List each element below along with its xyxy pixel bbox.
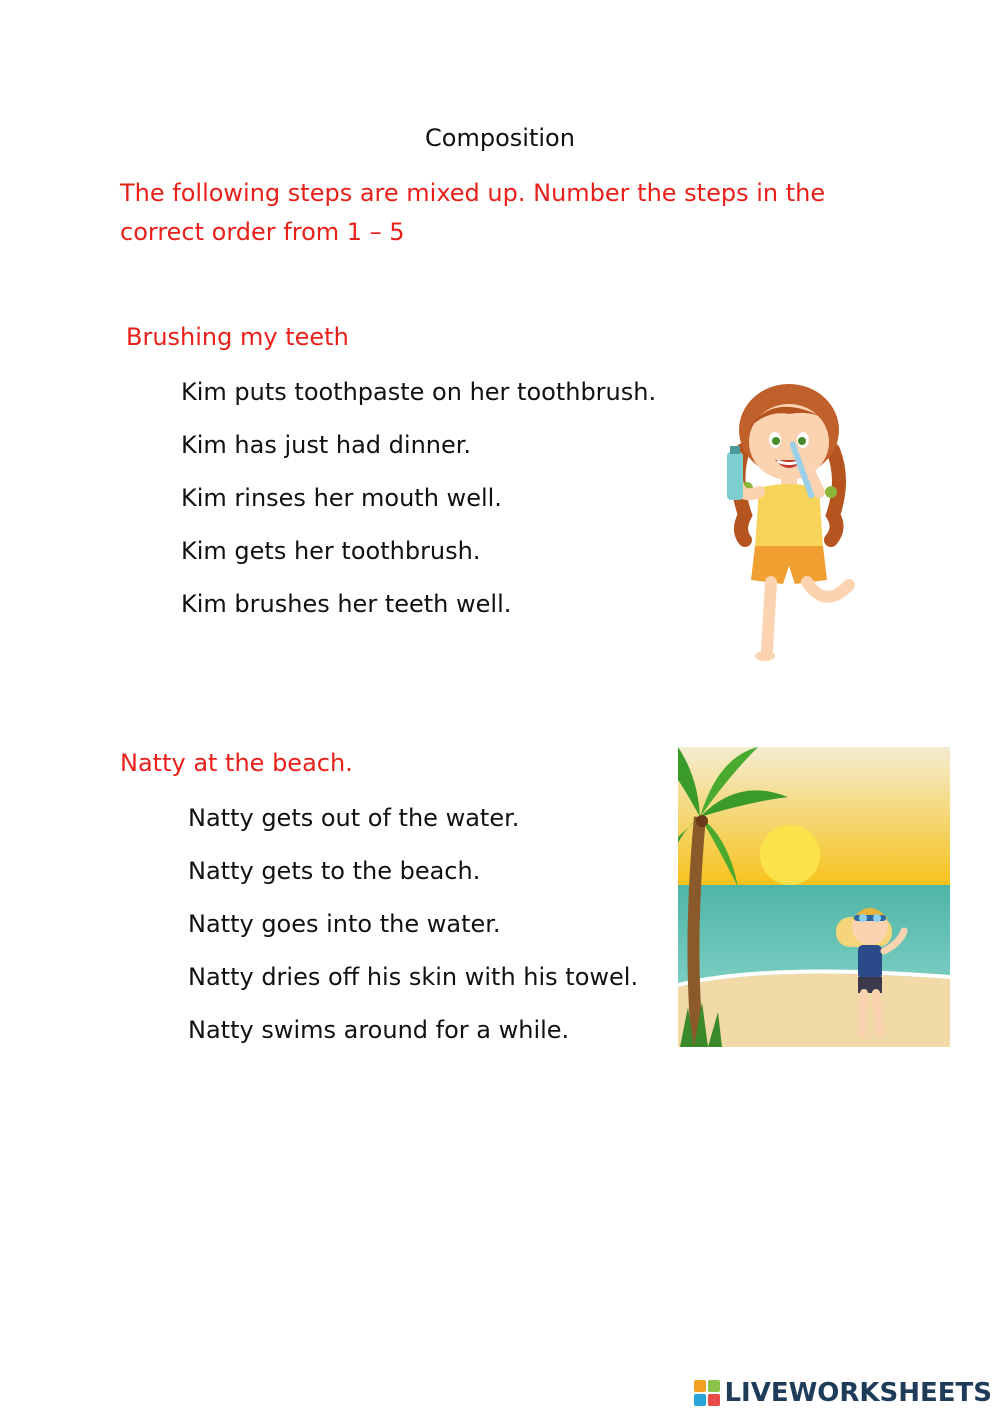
liveworksheets-brand: [694, 1376, 992, 1410]
step-item: Natty goes into the water.: [188, 910, 501, 938]
steps-list-beach: [188, 792, 638, 1057]
step-item: Kim gets her toothbrush.: [181, 537, 481, 565]
beach-boy-surfboard-illustration: [678, 747, 950, 1047]
steps-list-brushing: [181, 366, 656, 631]
instructions: The following steps are mixed up. Number the steps in the correct order from 1 – 5: [120, 179, 826, 246]
step-item: Natty gets out of the water.: [188, 804, 520, 832]
step-item: Natty dries off his skin with his towel.: [188, 963, 639, 991]
step-item: Natty gets to the beach.: [188, 857, 481, 885]
step-item: Kim rinses her mouth well.: [181, 484, 502, 512]
section-heading-beach: Natty at the beach.: [120, 749, 353, 777]
girl-brushing-teeth-illustration: [715, 380, 865, 670]
step-item: Kim puts toothpaste on her toothbrush.: [181, 378, 657, 406]
step-item: Kim has just had dinner.: [181, 431, 472, 459]
page-title: Composition: [425, 124, 575, 152]
brand-name: LIVEWORKSHEETS: [724, 1378, 992, 1408]
step-item: Natty swims around for a while.: [188, 1016, 570, 1044]
section-heading-brushing: Brushing my teeth: [126, 323, 349, 351]
liveworksheets-logo-icon: [694, 1380, 720, 1406]
step-item: Kim brushes her teeth well.: [181, 590, 512, 618]
